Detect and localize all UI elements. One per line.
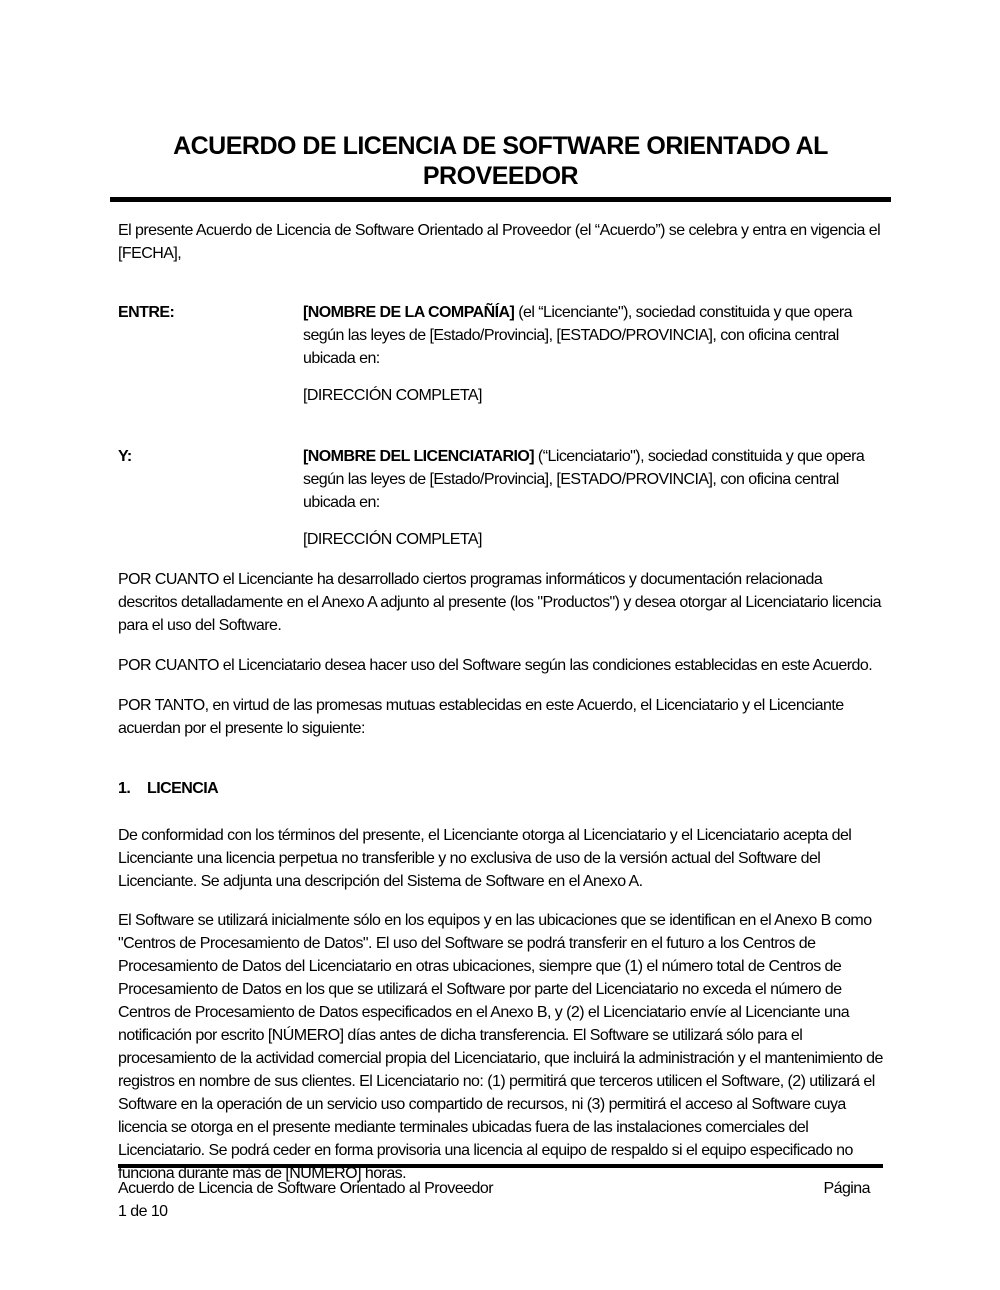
party-label-y: Y: bbox=[118, 448, 132, 465]
party-name-y: [NOMBRE DEL LICENCIATARIO] bbox=[303, 448, 535, 465]
body-paragraph: De conformidad con los términos del presente, el Licenciante otorga al Licenciatario y el Licenciatario acepta del Licenciante una licencia perpetua no transferible y no exclusiva de uso de la versión actual del Software del Licenciante. Se adjunta una descripción del Sistema de Software en el Anexo A. bbox=[118, 827, 852, 890]
body-paragraph: El Software se utilizará inicialmente sólo en los equipos y en las ubicaciones que se identifican en el Anexo B como "Centros de Procesamiento de Datos". El uso del Software se podrá transferir en el futuro a los Centros de Procesamiento de Datos del Licenciatario en otras ubicaciones, siempre que (1) el número total de Centros de Procesamiento de Datos en los que se utilizará el Software por parte del Licenciatario no exceda el número de Centros de Procesamiento de Datos especificados en el Anexo B, y (2) el Licenciatario envíe al Licenciante una notificación por escrito [NÚMERO] días antes de dicha transferencia. El Software se utilizará sólo para el procesamiento de la actividad comercial propia del Licenciatario, que incluirá la administración y el mantenimiento de registros en nombre de sus clientes. El Licenciatario no: (1) permitirá que terceros utilicen el Software, (2) utilizará el Software en la operación de un servicio uso compartido de recursos, ni (3) permitirá el acceso al Software cuya licencia se otorga en el presente mediante terminales ubicadas fuera de las instalaciones comerciales del Licenciatario. Se podrá ceder en forma provisoria una licencia al equipo de respaldo si el equipo especificado no funciona durante más de [NÚMERO] horas. bbox=[118, 912, 883, 1182]
party-address-y: [DIRECCIÓN COMPLETA] bbox=[303, 531, 482, 548]
party-details-entre bbox=[303, 301, 883, 407]
party-block-y bbox=[118, 445, 883, 551]
section-title: LICENCIA bbox=[147, 780, 219, 797]
party-description-entre bbox=[303, 301, 883, 370]
document-content bbox=[118, 0, 883, 1185]
recital-paragraph: POR CUANTO el Licenciante ha desarrollado ciertos programas informáticos y documentación relacionada descritos detalladamente en el Anexo A adjunto al presente (los "Productos") y desea otorgar al Licenciatario licencia para el uso del Software. bbox=[118, 571, 881, 634]
party-block-entre bbox=[118, 301, 883, 407]
footer-line bbox=[118, 1177, 883, 1200]
document-title: ACUERDO DE LICENCIA DE SOFTWARE ORIENTADO AL PROVEEDOR bbox=[173, 132, 828, 190]
footer-page-number: 1 de 10 bbox=[118, 1203, 168, 1220]
party-label-entre: ENTRE: bbox=[118, 304, 175, 321]
party-description-text-entre: (el “Licenciante"), sociedad constituida y que opera según las leyes de [Estado/Provincia], [ESTADO/PROVINCIA], con oficina central ubicada en: bbox=[303, 304, 852, 367]
party-details-y bbox=[303, 445, 883, 551]
footer-document-title: Acuerdo de Licencia de Software Orientado al Proveedor bbox=[118, 1180, 493, 1197]
section-heading-licencia bbox=[118, 777, 883, 800]
footer-divider bbox=[118, 1164, 883, 1168]
party-address-entre: [DIRECCIÓN COMPLETA] bbox=[303, 387, 482, 404]
page-footer bbox=[118, 1164, 883, 1223]
recital-paragraph: POR CUANTO el Licenciatario desea hacer uso del Software según las condiciones establecidas en este Acuerdo. bbox=[118, 657, 873, 674]
footer-page-label: Página bbox=[823, 1180, 870, 1197]
party-description-y bbox=[303, 445, 883, 514]
title-block bbox=[110, 131, 891, 202]
party-description-text-y: (“Licenciatario"), sociedad constituida y que opera según las leyes de [Estado/Provincia], [ESTADO/PROVINCIA], con oficina central ubicada en: bbox=[303, 448, 865, 511]
section-number: 1. bbox=[118, 780, 131, 797]
party-name-entre: [NOMBRE DE LA COMPAÑÍA] bbox=[303, 304, 515, 321]
intro-paragraph: El presente Acuerdo de Licencia de Software Orientado al Proveedor (el “Acuerdo”) se celebra y entra en vigencia el [FECHA], bbox=[118, 222, 881, 262]
recital-paragraph: POR TANTO, en virtud de las promesas mutuas establecidas en este Acuerdo, el Licenciatario y el Licenciante acuerdan por el presente lo siguiente: bbox=[118, 697, 844, 737]
